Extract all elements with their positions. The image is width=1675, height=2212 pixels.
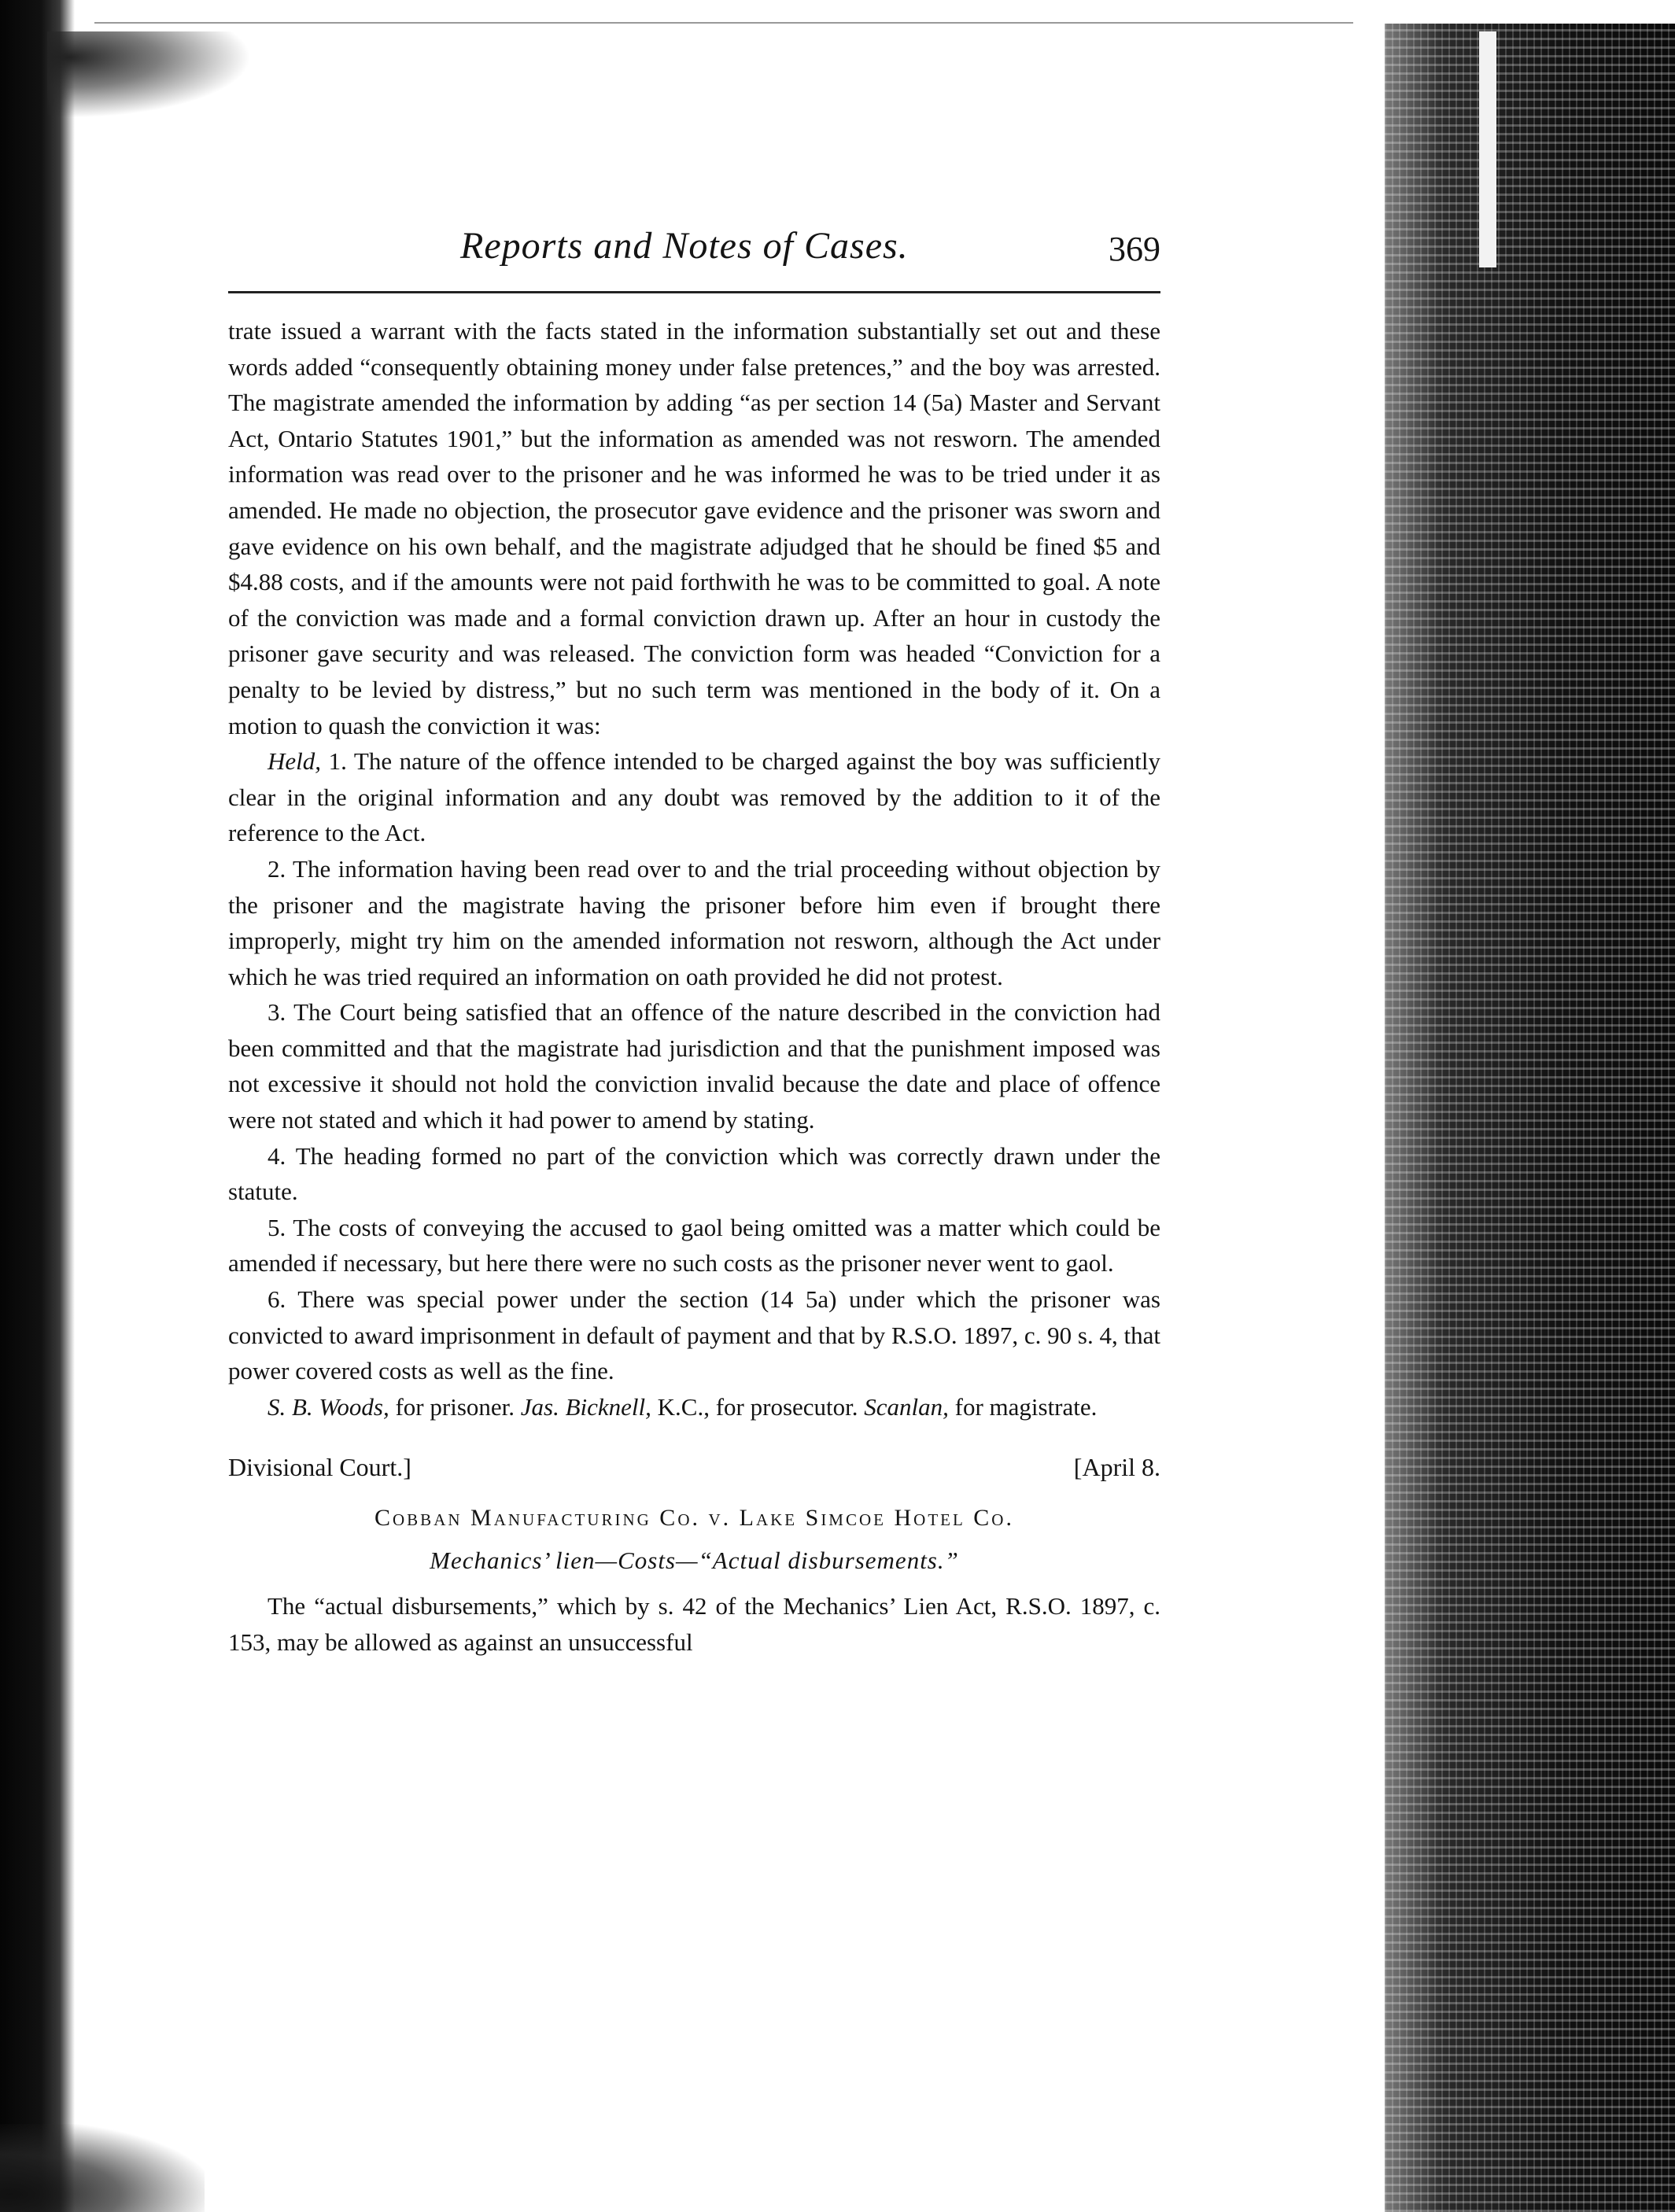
court-line [228,1453,1160,1489]
held-point-5-text: 5. The costs of conveying the accused to gaol being omitted was a matter which could be amended if necessary, but here there were no such costs as the prisoner never went to gaol. [228,1213,1160,1277]
held-label: Held, [267,747,322,776]
section-spacer [228,1425,1160,1445]
header-rule [228,291,1160,293]
held-point-1-text: 1. The nature of the offence intended to be charged against the boy was sufficiently clear in the original information and any doubt was removed by the addition to it of the reference to the Act. [228,747,1160,847]
scan-top-line [94,22,1353,24]
held-point-5 [228,1210,1160,1281]
counsel-name-3: Scanlan, [864,1392,949,1421]
held-point-4-text: 4. The heading formed no part of the conviction which was correctly drawn under the statute. [228,1141,1160,1206]
running-head [228,224,1160,279]
court-name: Divisional Court.] [228,1453,411,1482]
case-opening [228,1588,1160,1660]
counsel-name-1: S. B. Woods, [267,1392,389,1421]
held-point-4 [228,1138,1160,1210]
scan-right-streak [1479,31,1496,267]
counsel-text-1: for prisoner. [389,1392,521,1421]
counsel-line [228,1389,1160,1425]
counsel-name-2: Jas. Bicknell, [520,1392,651,1421]
scan-smudge-bottom [0,2124,205,2212]
held-point-1 [228,743,1160,851]
scan-right-edge [1385,24,1675,2212]
held-point-6 [228,1281,1160,1389]
scan-left-shadow [0,0,75,2212]
held-point-3-text: 3. The Court being satisfied that an offence of the nature described in the conviction had been committed and that the magistrate had jurisdiction and that the punishment imposed was not excessive it should not hold the conviction invalid because the date and place of offence were not stated and which it had power to amend by stating. [228,998,1160,1134]
running-title: Reports and Notes of Cases. [460,225,909,267]
held-point-2-text: 2. The information having been read over to and the trial proceeding without objection by the prisoner and the magistrate having the prisoner before him even if brought there improperly, might try him on the amended information not resworn, although the Act under which he was tried required an information on oath provided he did not protest. [228,854,1160,990]
held-point-3 [228,994,1160,1137]
case-date: [April 8. [1073,1453,1160,1482]
case-opening-text: The “actual disbursements,” which by s. 42 of the Mechanics’ Lien Act, R.S.O. 1897, c. 153, may be allowed as against an unsuccessful [228,1592,1160,1656]
page-body [228,313,1160,1661]
held-point-2 [228,851,1160,994]
scan-smudge-top [47,31,252,118]
held-point-6-text: 6. There was special power under the section (14 5a) under which the prisoner was convicted to award imprisonment in default of payment and that by R.S.O. 1897, c. 90 s. 4, that power covered costs as well as the fine. [228,1285,1160,1385]
case-paragraph: trate issued a warrant with the facts stated in the information substantially set out and these words added “consequently obtaining money under false pretences,” and the boy was arrested. The magistrate amended the information by adding “as per section 14 (5a) Master and Servant Act, Ontario Statutes 1901,” but the information as amended was not resworn. The amended information was read over to the prisoner and he was informed he was to be tried under it as amended. He made no objection, the prosecutor gave evidence and the prisoner was sworn and gave evidence on his own behalf, and the magistrate adjudged that he should be fined $5 and $4.88 costs, and if the amounts were not paid forthwith he was to be committed to goal. A note of the conviction was made and a formal conviction drawn up. After an hour in custody the prisoner gave security and was released. The conviction form was headed “Conviction for a penalty to be levied by distress,” but no such term was mentioned in the body of it. On a motion to quash the conviction it was: [228,317,1160,739]
counsel-text-3: for magistrate. [948,1392,1098,1421]
case-subtitle: Mechanics’ lien—Costs—“Actual disbursements.” [430,1547,959,1575]
case-title: Cobban Manufacturing Co. v. Lake Simcoe Hotel Co. [374,1505,1014,1532]
counsel-text-2: K.C., for prosecutor. [651,1392,865,1421]
page-number: 369 [1109,230,1160,268]
